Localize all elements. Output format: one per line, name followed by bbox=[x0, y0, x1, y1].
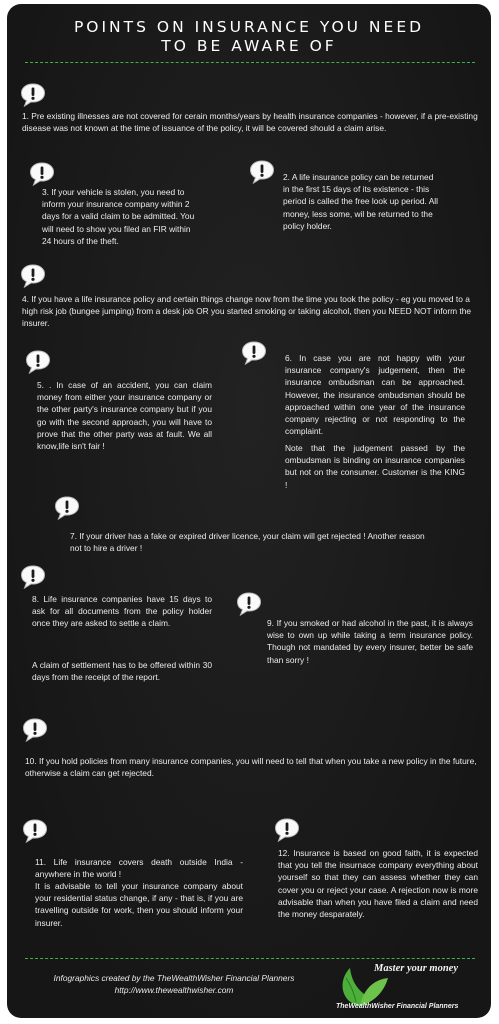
point-2: 2. A life insurance policy can be returned in the first 15 days of its existence - this period is called the free look up period. All money, less some, wil be returned to the policy holder. bbox=[283, 172, 439, 231]
point-7: 7. If your driver has a fake or expired driver licence, your claim will get rejected ! Another reason not to hire a driver ! bbox=[70, 531, 425, 554]
logo-name: TheWealthWisher Financial Planners bbox=[336, 1003, 459, 1010]
speech-bubble-exclamation-icon bbox=[22, 819, 48, 843]
speech-bubble-exclamation-icon bbox=[22, 718, 48, 742]
credit-url[interactable]: http://www.thewealthwisher.com bbox=[114, 985, 234, 995]
point-1: 1. Pre existing illnesses are not covered for cerain months/years by health insurance companies - however, if a pre-existing disease was not known at the time of issuance of the policy, it will be covered should a claim arise. bbox=[22, 111, 478, 134]
title-line-2: TO BE AWARE OF bbox=[161, 37, 337, 55]
point-4: 4. If you have a life insurance policy and certain things change now from the time you took the policy - eg you moved to a high risk job (bungee jumping) from a desk job OR you started smoking or taking alcohol, then you NEED NOT inform the insurer. bbox=[22, 294, 472, 329]
title-line-1: POINTS ON INSURANCE YOU NEED bbox=[73, 18, 425, 36]
point-3: 3. If your vehicle is stolen, you need to inform your insurance company within 2 days for a valid claim to be admitted. You will need to show you filed an FIR within 24 hours of the theft. bbox=[42, 187, 195, 246]
divider-top bbox=[25, 62, 475, 63]
speech-bubble-exclamation-icon bbox=[29, 162, 55, 186]
speech-bubble-exclamation-icon bbox=[236, 592, 262, 616]
speech-bubble-exclamation-icon bbox=[241, 341, 267, 365]
point-8: 8. Life insurance companies have 15 days to ask for all documents from the policy holder once they are asked to settle a claim. bbox=[32, 594, 212, 629]
speech-bubble-exclamation-icon bbox=[54, 496, 80, 520]
point-6: 6. In case you are not happy with your insurance company's judgement, then the insurance ombudsman can be approached. However, the insurance ombudsman should be approached within one year of the insurance company rejecting or not responding to the complaint. bbox=[285, 353, 465, 437]
point-11-note: It is advisable to tell your insurance company about your residential status change, if any - that is, if you are travelling outside for work, then you should inform your insurer. bbox=[35, 881, 243, 928]
point-11: 11. Life insurance covers death outside India - anywhere in the world ! bbox=[35, 857, 243, 880]
credit-text: Infographics created by the TheWealthWisher Financial Planners bbox=[53, 973, 295, 983]
logo-tagline: Master your money bbox=[374, 963, 458, 974]
infographic bbox=[7, 4, 491, 1018]
speech-bubble-exclamation-icon bbox=[274, 818, 300, 842]
speech-bubble-exclamation-icon bbox=[20, 83, 46, 107]
point-8-note: A claim of settlement has to be offered within 30 days from the receipt of the report. bbox=[32, 660, 212, 683]
speech-bubble-exclamation-icon bbox=[20, 264, 46, 288]
wealthwisher-logo bbox=[330, 958, 488, 1018]
footer-credit bbox=[29, 972, 319, 996]
speech-bubble-exclamation-icon bbox=[20, 565, 46, 589]
point-10: 10. If you hold policies from many insurance companies, you will need to tell that when you take a new policy in the future, otherwise a claim can get rejected. bbox=[25, 756, 477, 779]
page-title bbox=[7, 18, 491, 56]
speech-bubble-exclamation-icon bbox=[249, 160, 275, 184]
point-5: 5. . In case of an accident, you can claim money from either your insurance company or the other party's insurance company but if you go with the second approach, you will have to prove that the other party was at fault. We all know,life isn't fair ! bbox=[37, 380, 212, 452]
point-12: 12. Insurance is based on good faith, it is expected that you tell the insurnace company everything about yourself so that they can assess whether they can cover you or reject your case. A rejection now is more advisable than when you have filed a claim and need the money desparately. bbox=[278, 848, 478, 920]
speech-bubble-exclamation-icon bbox=[25, 350, 51, 374]
point-6-note: Note that the judgement passed by the ombudsman is binding on insurance companies but not on the consumer. Customer is the KING ! bbox=[285, 443, 465, 490]
point-9: 9. If you smoked or had alcohol in the past, it is always wise to own up while taking a term insurance policy. Though not mandated by every insurer, better be safe than sorry ! bbox=[267, 618, 473, 665]
